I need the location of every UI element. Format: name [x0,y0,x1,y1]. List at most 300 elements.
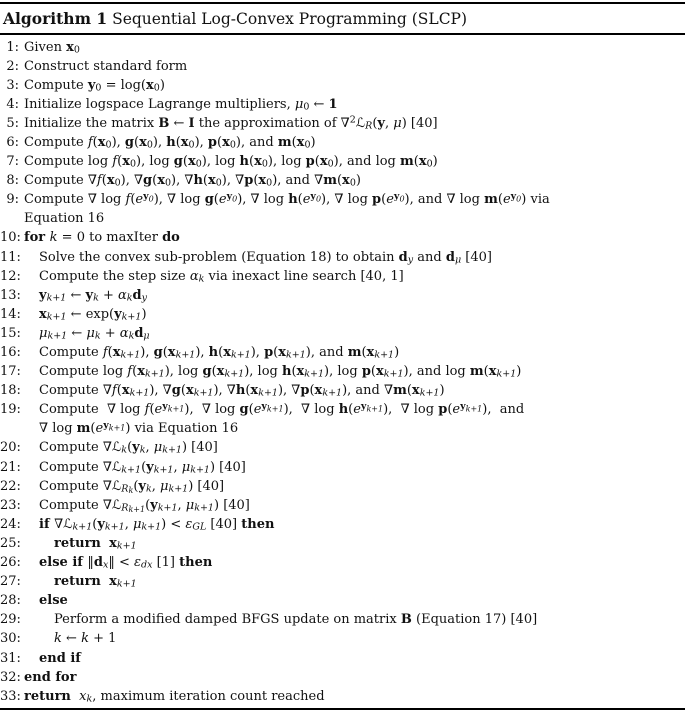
math-segment: x [296,134,305,150]
math-segment: ), [195,345,209,360]
math-segment: 1 [328,96,338,112]
math-segment: x [185,383,194,399]
line-number: 23: [0,497,21,513]
math-segment: ( [381,192,387,208]
math-segment: x [187,154,196,170]
math-segment: h [281,364,292,380]
math-segment: e [135,192,144,208]
math-segment: e [386,192,394,208]
math-segment: 0 [349,177,356,189]
math-segment: [40] [461,249,492,265]
math-segment: e [452,402,461,418]
math-segment: k [128,485,134,495]
math-segment: ) [516,364,522,380]
math-segment: f [112,154,118,170]
line-content [19,419,238,438]
algorithm-line [0,190,685,209]
math-segment: ), log [201,154,240,170]
math-segment: x [97,134,106,150]
math-segment: y [97,516,105,532]
line-content [19,95,338,114]
math-segment: return [24,688,71,704]
algorithm-line [0,477,685,496]
math-segment: Compute ∇ [39,478,112,494]
math-segment: if [39,516,55,532]
line-content [19,362,521,381]
algorithm-line [0,515,685,534]
math-segment: d [445,249,455,265]
math-segment: ( [182,154,188,170]
math-segment: k+1 [193,387,214,399]
math-segment: ), log [136,154,174,170]
math-segment: ( [213,192,219,208]
math-segment: ( [132,364,138,380]
algorithm-line [0,267,685,286]
math-segment: k+1 [121,311,142,323]
algorithm-line [0,171,685,190]
math-segment [71,689,79,704]
line-number: 3: [6,77,19,93]
math-segment: y [407,254,414,266]
math-segment: k+1 [153,464,174,476]
algorithm-box [0,2,685,710]
math-segment: return [54,574,101,590]
math-segment: α [189,268,199,284]
math-segment: y [150,497,158,513]
math-segment: k+1 [120,349,141,361]
math-segment: else if [39,555,88,571]
math-segment: return [54,535,101,551]
algorithm-line [0,649,685,668]
math-segment: 0 [95,82,102,94]
math-segment: g [124,134,134,150]
line-number: 27: [0,574,21,590]
math-segment: d [134,325,144,341]
math-segment: ), and ∇ [342,383,394,399]
math-segment: = log( [101,77,147,93]
math-segment: p [438,402,448,418]
math-segment: = 0 to maxIter [57,230,163,246]
math-segment: 0 [516,194,522,204]
math-segment: d [93,555,103,571]
math-segment: 0 [164,177,172,189]
algorithm-line [0,228,685,247]
algorithm-label: Algorithm 1 [3,9,108,28]
algorithm-line [0,534,685,553]
line-content [19,515,274,534]
math-segment: x [180,134,189,150]
math-segment: μ [153,440,163,456]
math-segment: k+1 [46,292,67,304]
math-segment: ) [432,154,438,170]
math-segment: R [121,502,129,514]
math-segment: g [171,383,181,399]
math-segment: f [96,173,102,189]
math-segment: ( [217,134,223,150]
line-number: 1: [6,39,19,55]
math-segment: ) [394,345,400,360]
math-segment: ) [310,134,316,150]
algorithm-line [0,305,685,324]
math-segment: x [319,154,328,170]
math-segment: 0 [105,139,112,151]
math-segment: k+1 [46,311,67,323]
math-segment: B [400,612,412,628]
math-segment: x [250,383,259,399]
math-segment: ) [40] [188,478,225,494]
algorithm-line [0,687,685,706]
math-segment: ( [180,383,186,399]
line-number: 26: [0,555,21,571]
math-segment: e [502,192,511,208]
line-content [19,477,224,496]
math-segment: ← [67,325,87,341]
math-segment: k [128,330,135,342]
line-number: 5: [6,115,19,131]
line-content [19,381,445,400]
math-segment: ( [248,402,254,418]
math-segment: y [114,306,122,322]
math-segment: ( [309,383,315,399]
math-segment: y [261,401,267,413]
line-number: 25: [0,535,21,551]
algorithm-line [0,76,685,95]
math-segment: ( [152,173,158,189]
line-content [19,286,147,305]
math-segment: μ [181,459,191,475]
math-segment: ( [92,516,98,532]
math-segment: k+1 [128,504,146,514]
algorithm-line [0,114,685,133]
line-number: 31: [0,650,21,666]
math-segment: k+1 [104,521,125,533]
line-content [19,534,137,553]
math-segment: x [157,173,165,189]
math-segment: d [398,249,408,265]
math-segment: x [366,345,375,360]
line-content [19,668,76,687]
line-number: 22: [0,478,21,494]
line-number: 28: [0,593,21,609]
math-segment: x [296,364,305,380]
math-segment: 0 [215,177,222,189]
math-segment: k [49,230,58,246]
math-segment: μ [185,497,195,513]
math-segment: ) < [161,516,186,532]
line-content [19,610,537,629]
math-segment: k+1 [141,521,162,533]
math-segment: 0 [73,44,80,55]
line-content [19,57,187,76]
math-segment: ), log [244,364,282,380]
math-segment: and [413,249,446,265]
math-segment: + [98,287,118,303]
bottom-rule [0,708,685,710]
math-segment: the approximation of ∇ [194,115,350,131]
math-segment: ), log [324,364,362,380]
math-segment: + 1 [88,631,117,647]
line-content [19,496,250,515]
math-segment: Compute ∇ [39,440,112,456]
math-segment: g [173,154,183,170]
math-segment: ( [162,345,168,360]
line-content [19,76,165,95]
math-segment: ( [336,173,343,189]
math-segment: x [223,345,231,360]
math-segment: k+1 [190,464,210,476]
math-segment: ), ∇ [171,173,194,189]
line-number: 14: [0,306,21,322]
math-segment: k+1 [230,349,251,361]
math-segment: for [24,230,50,246]
math-segment: 0 [146,139,153,151]
line-content [19,649,81,668]
line-number: 32: [0,669,21,685]
math-segment: h [288,192,298,208]
line-content [19,400,524,419]
math-segment: ), and [482,402,525,418]
math-segment: m [400,154,414,170]
line-number: 7: [6,154,19,170]
math-segment: μ [39,325,48,341]
math-segment: y [146,459,154,475]
math-segment: f [87,134,93,150]
math-segment: h [166,134,176,150]
math-segment: Initialize logspace Lagrange multipliers, [24,96,295,112]
math-segment: ← [66,287,86,303]
line-number: 19: [0,402,21,418]
math-segment: k+1 [286,349,306,361]
math-segment: h [235,383,246,399]
math-segment: ( [291,134,297,150]
math-segment: ), ∇ [213,383,236,399]
math-segment: , maximum iteration count reached [92,688,325,704]
math-segment: end for [24,669,77,685]
algorithm-line [0,362,685,381]
math-segment: g [204,192,214,208]
math-segment: ( [406,383,412,399]
math-segment: k+1 [465,404,483,414]
math-segment: , [173,459,182,475]
math-segment: 0 [153,82,160,94]
math-segment: x [418,154,427,170]
math-segment: Compute ∇ [39,459,112,475]
line-content [19,572,137,591]
math-segment: f [127,364,133,380]
math-segment: h [193,173,203,189]
math-segment: then [179,555,213,571]
math-segment: ( [249,154,255,170]
math-segment: k+1 [162,444,182,456]
math-segment: , [124,516,133,532]
line-number: 20: [0,440,21,456]
line-content [19,114,438,133]
math-segment: ( [297,192,303,208]
math-segment: 0 [399,194,405,204]
math-segment: Compute [24,134,88,150]
line-content [19,228,180,247]
math-segment: k [93,292,99,304]
math-segment: ( [253,173,259,189]
line-number: 11: [0,249,21,265]
math-segment: y [141,292,148,304]
math-segment: y [226,191,233,203]
line-content [19,209,104,228]
math-segment: ( [175,134,181,150]
math-segment: p [372,192,382,208]
math-segment: ), ∇ log [321,192,373,208]
math-segment: k+1 [167,404,185,414]
algorithm-name: Sequential Log-Convex Programming (SLCP) [107,10,468,28]
math-segment: ), ∇ [149,383,172,399]
math-segment: GL [192,521,207,533]
math-segment: ), and [305,345,348,360]
math-segment: d [132,287,142,303]
algorithm-line [0,572,685,591]
algorithm-body [0,35,685,708]
math-segment: ∇ log [39,421,77,437]
line-content [19,171,361,190]
math-segment: end if [39,650,81,666]
math-segment: Perform a modified damped BFGS update on matrix [54,612,401,628]
math-segment: k+1 [194,502,214,514]
algorithm-line [0,57,685,76]
math-segment: + [100,325,120,341]
math-segment: 0 [303,101,310,113]
line-content [19,152,438,171]
algorithm-line [0,458,685,477]
math-segment: k+1 [496,368,517,380]
line-number: 18: [0,383,21,399]
math-segment: x [139,134,147,150]
math-segment: ℒ [111,440,122,456]
math-segment: k+1 [116,578,137,590]
line-content [19,687,325,706]
math-segment: ( [92,134,98,150]
math-segment: else [39,593,68,609]
math-segment: Compute ∇ [39,497,112,513]
math-segment: ( [90,421,96,437]
math-segment: x [411,383,420,399]
math-segment: ( [101,173,107,189]
algorithm-title [0,4,685,33]
math-segment: k+1 [175,349,196,361]
math-segment: p [264,345,274,360]
math-segment: ) [40] [213,497,250,513]
math-segment: k [121,444,128,456]
math-segment: k+1 [144,368,165,380]
line-content [19,248,492,267]
line-number: 21: [0,459,21,475]
math-segment: Construct standard form [24,58,188,74]
math-segment: k+1 [266,404,284,414]
math-segment: ), and ∇ log [404,192,485,208]
math-segment: ) [141,306,147,322]
math-segment: ( [372,115,378,131]
math-segment: μ [143,330,150,342]
math-segment: 0 [327,158,334,170]
math-segment: 0 [426,158,433,170]
math-segment: ( [133,478,139,494]
math-segment: ) via Equation 16 [125,421,239,437]
math-segment: ← [169,115,189,131]
math-segment: ∇ [54,516,64,532]
math-segment: m [469,364,484,380]
math-segment: ) [355,173,361,189]
math-segment: B [158,115,170,131]
math-segment: Compute ∇ [24,173,97,189]
line-number: 24: [0,516,21,532]
math-segment: ), ∇ log [283,402,339,418]
math-segment: h [208,345,219,360]
line-number: 9: [6,192,19,208]
math-segment: I [188,115,195,131]
math-segment: x [146,77,154,93]
math-segment: ), and log [403,364,470,380]
math-segment: μ [294,96,304,112]
math-segment: k+1 [224,368,245,380]
math-segment: ), and log [333,154,401,170]
math-segment: ℒ [111,459,122,475]
math-segment: ‖ < [108,555,135,571]
line-number: 16: [0,345,21,360]
math-segment: ← [309,96,329,112]
math-segment: f [111,383,117,399]
line-content [19,38,80,57]
math-segment: y [360,401,367,413]
math-segment: ), ∇ log [383,402,439,418]
math-segment: y [39,287,47,303]
math-segment: g [239,402,249,418]
math-segment: ), and [235,134,278,150]
math-segment: y [132,440,140,456]
math-segment: ), ∇ [120,173,144,189]
line-content [19,343,399,362]
math-segment: 0 [266,177,273,189]
math-segment: e [253,402,262,418]
math-segment: x [122,154,130,170]
math-segment: p [244,173,254,189]
math-segment: k [139,444,146,456]
math-segment: ) [40] [181,440,218,456]
math-segment: ( [361,345,367,360]
math-segment: ), ∇ log [184,402,240,418]
math-segment: e [353,402,361,418]
math-segment: , [145,440,154,456]
math-segment: y [162,401,168,413]
math-segment: ‖ [87,555,94,571]
math-segment: k+1 [374,349,395,361]
math-segment: ε [134,555,141,571]
math-segment: x [376,364,384,380]
math-segment [101,536,109,551]
math-segment: ℒ [111,478,122,494]
math-segment: p [305,154,315,170]
line-content [19,591,68,610]
math-segment: k [145,483,152,495]
math-segment: g [202,364,212,380]
math-segment: x [39,306,47,322]
math-segment: via inexact line search [40, 1] [204,268,404,284]
math-segment: k+1 [121,464,142,476]
math-segment: ℒ [63,516,73,532]
math-segment: 0 [195,158,202,170]
line-content [19,629,116,648]
math-segment: y [310,191,316,203]
math-segment: f [144,402,150,418]
math-segment: x [106,173,115,189]
math-segment: m [393,383,407,399]
